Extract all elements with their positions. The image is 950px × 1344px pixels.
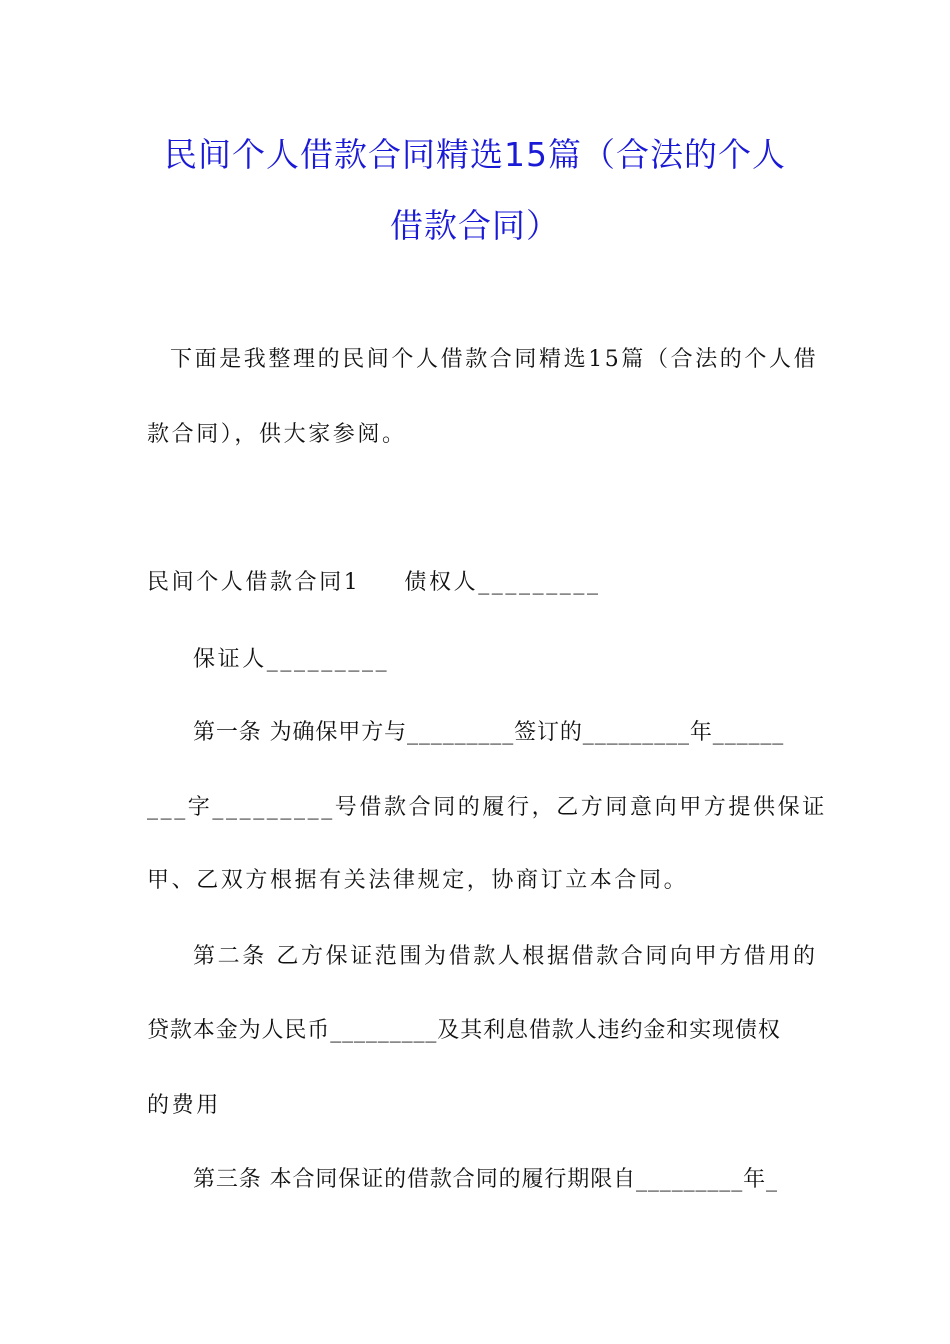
article-1-line-1: 第一条 为确保甲方与_________签订的_________年______ bbox=[193, 720, 785, 745]
intro-paragraph-line-2: 款合同），供大家参阅。 bbox=[147, 422, 407, 447]
document-title-line-2: 借款合同） bbox=[390, 206, 560, 245]
creditor-label: 债权人_________ bbox=[404, 570, 601, 595]
article-2-line-1: 第二条 乙方保证范围为借款人根据借款合同向甲方借用的 bbox=[193, 944, 818, 969]
guarantor-label: 保证人_________ bbox=[193, 647, 390, 672]
section-heading: 民间个人借款合同1 bbox=[147, 570, 361, 595]
article-3-line-1: 第三条 本合同保证的借款合同的履行期限自_________年_ bbox=[193, 1167, 778, 1192]
article-1-line-3: 甲、乙双方根据有关法律规定，协商订立本合同。 bbox=[147, 868, 689, 893]
document-title-line-1: 民间个人借款合同精选15篇（合法的个人 bbox=[164, 135, 786, 174]
article-1-line-2: ___字_________号借款合同的履行，乙方同意向甲方提供保证 bbox=[147, 795, 827, 820]
article-2-line-3: 的费用 bbox=[147, 1093, 221, 1118]
article-2-line-2: 贷款本金为人民币_________及其利息借款人违约金和实现债权 bbox=[147, 1018, 781, 1043]
section-heading-row bbox=[147, 568, 812, 598]
intro-paragraph-line-1: 下面是我整理的民间个人借款合同精选15篇（合法的个人借 bbox=[170, 347, 819, 372]
